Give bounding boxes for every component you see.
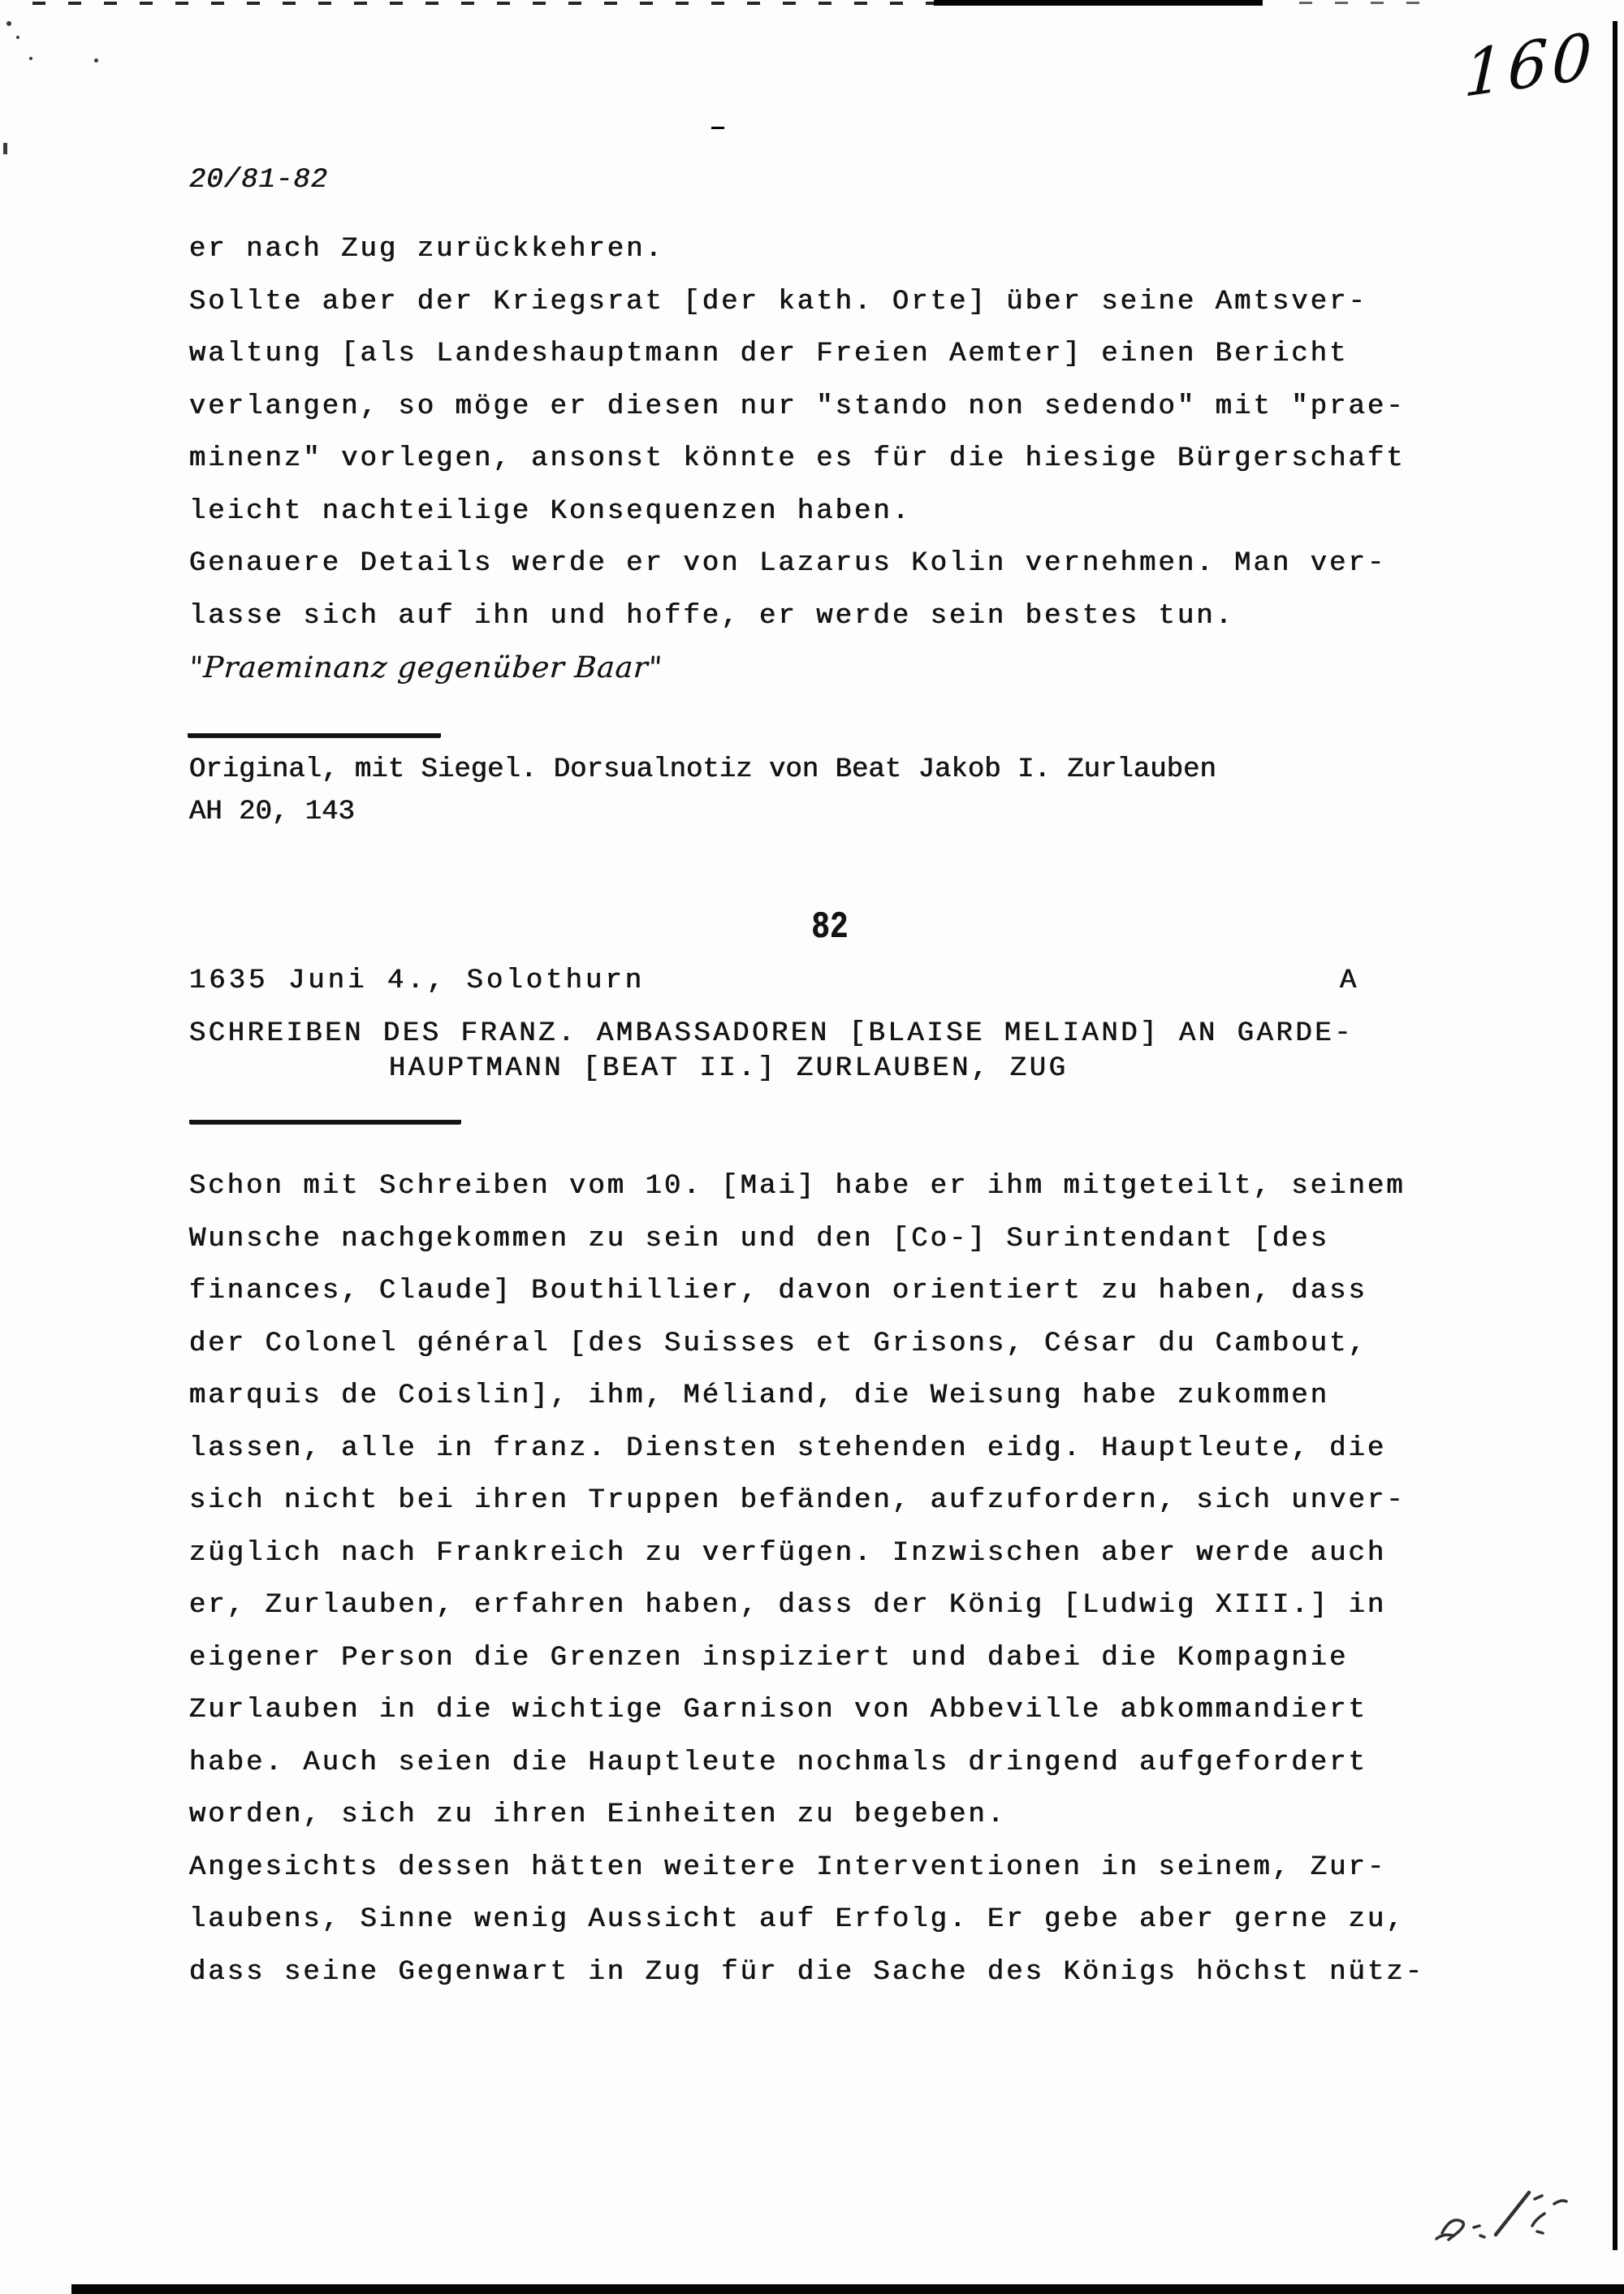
scan-artifact bbox=[934, 0, 1263, 6]
scan-artifact bbox=[1299, 2, 1429, 4]
text-line: dass seine Gegenwart in Zug für die Sache des Königs höchst nütz- bbox=[189, 1956, 1425, 1988]
text-line: Schon mit Schreiben vom 10. [Mai] habe er ihm mitgeteilt, seinem bbox=[189, 1171, 1406, 1202]
text-line: habe. Auch seien die Hauptleute nochmals dringend aufgefordert bbox=[189, 1747, 1368, 1778]
text-line: minenz" vorlegen, ansonst könnte es für die hiesige Bürgerschaft bbox=[189, 443, 1406, 474]
scan-artifact bbox=[29, 57, 32, 60]
text-line: lasse sich auf ihn und hoffe, er werde sein bestes tun. bbox=[189, 600, 1235, 632]
text-line: Wunsche nachgekommen zu sein und den [Co-] Surintendant [des bbox=[189, 1223, 1330, 1255]
doc82-number: 82 bbox=[811, 906, 849, 948]
text-line: waltung [als Landeshauptmann der Freien Aemter] einen Bericht bbox=[189, 339, 1349, 369]
scan-artifact bbox=[32, 2, 934, 5]
section-divider bbox=[189, 1120, 461, 1124]
scan-artifact bbox=[94, 58, 98, 63]
doc82-date-place: 1635 Juni 4., Solothurn bbox=[189, 966, 646, 996]
handwritten-page-number: 160 bbox=[1462, 19, 1597, 113]
text-line: laubens, Sinne wenig Aussicht auf Erfolg. Er gebe aber gerne zu, bbox=[189, 1904, 1406, 1935]
doc81-source-note bbox=[189, 749, 1216, 833]
text-line: er, Zurlauben, erfahren haben, dass der König [Ludwig XIII.] in bbox=[189, 1590, 1387, 1621]
source-note-line: AH 20, 143 bbox=[189, 797, 356, 827]
text-line: marquis de Coislin], ihm, Méliand, die Weisung habe zukommen bbox=[189, 1380, 1330, 1411]
scan-artifact bbox=[1613, 21, 1618, 2250]
scan-artifact bbox=[6, 21, 11, 26]
text-line: Angesichts dessen hätten weitere Interventionen in seinem, Zur- bbox=[189, 1851, 1387, 1883]
doc82-body bbox=[189, 1160, 1424, 1998]
text-line: finances, Claude] Bouthillier, davon orientiert zu haben, dass bbox=[189, 1276, 1368, 1307]
text-line: eigener Person die Grenzen inspiziert und dabei die Kompagnie bbox=[189, 1642, 1349, 1674]
text-line: verlangen, so möge er diesen nur "stando non sedendo" mit "prae- bbox=[189, 391, 1406, 422]
archive-reference: 20/81-82 bbox=[189, 165, 329, 196]
text-line: worden, sich zu ihren Einheiten zu begeben. bbox=[189, 1799, 1007, 1830]
text-line: Sollte aber der Kriegsrat [der kath. Orte] über seine Amtsver- bbox=[189, 286, 1368, 318]
doc81-body bbox=[189, 223, 1406, 642]
doc82-title-line2: HAUPTMANN [BEAT II.] ZURLAUBEN, ZUG bbox=[389, 1053, 1069, 1084]
scan-artifact bbox=[3, 143, 7, 154]
doc82-title-line1: SCHREIBEN DES FRANZ. AMBASSADOREN [BLAISE MELIAND] AN GARDE- bbox=[189, 1018, 1354, 1049]
source-note-line: Original, mit Siegel. Dorsualnotiz von Beat Jakob I. Zurlauben bbox=[189, 754, 1217, 785]
handwritten-scribble bbox=[1431, 2181, 1585, 2258]
text-line: er nach Zug zurückkehren. bbox=[189, 234, 665, 265]
text-line: Zurlauben in die wichtige Garnison von Abbeville abkommandiert bbox=[189, 1695, 1368, 1726]
section-divider bbox=[188, 733, 441, 737]
scan-artifact bbox=[71, 2284, 1624, 2294]
scan-artifact bbox=[711, 127, 724, 129]
text-line: Genauere Details werde er von Lazarus Kolin vernehmen. Man ver- bbox=[189, 548, 1387, 579]
text-line: lassen, alle in franz. Diensten stehenden eidg. Hauptleute, die bbox=[189, 1432, 1387, 1464]
scan-artifact bbox=[16, 36, 19, 39]
text-line: leicht nachteilige Konsequenzen haben. bbox=[189, 495, 912, 527]
text-line: der Colonel général [des Suisses et Grisons, César du Cambout, bbox=[189, 1328, 1368, 1359]
doc82-siglum: A bbox=[1340, 966, 1357, 996]
text-line: züglich nach Frankreich zu verfügen. Inzwischen aber werde auch bbox=[189, 1537, 1387, 1569]
text-line: sich nicht bei ihren Truppen befänden, aufzufordern, sich unver- bbox=[189, 1485, 1406, 1516]
doc81-quote-line: "Praeminanz gegenüber Baar" bbox=[188, 651, 664, 685]
